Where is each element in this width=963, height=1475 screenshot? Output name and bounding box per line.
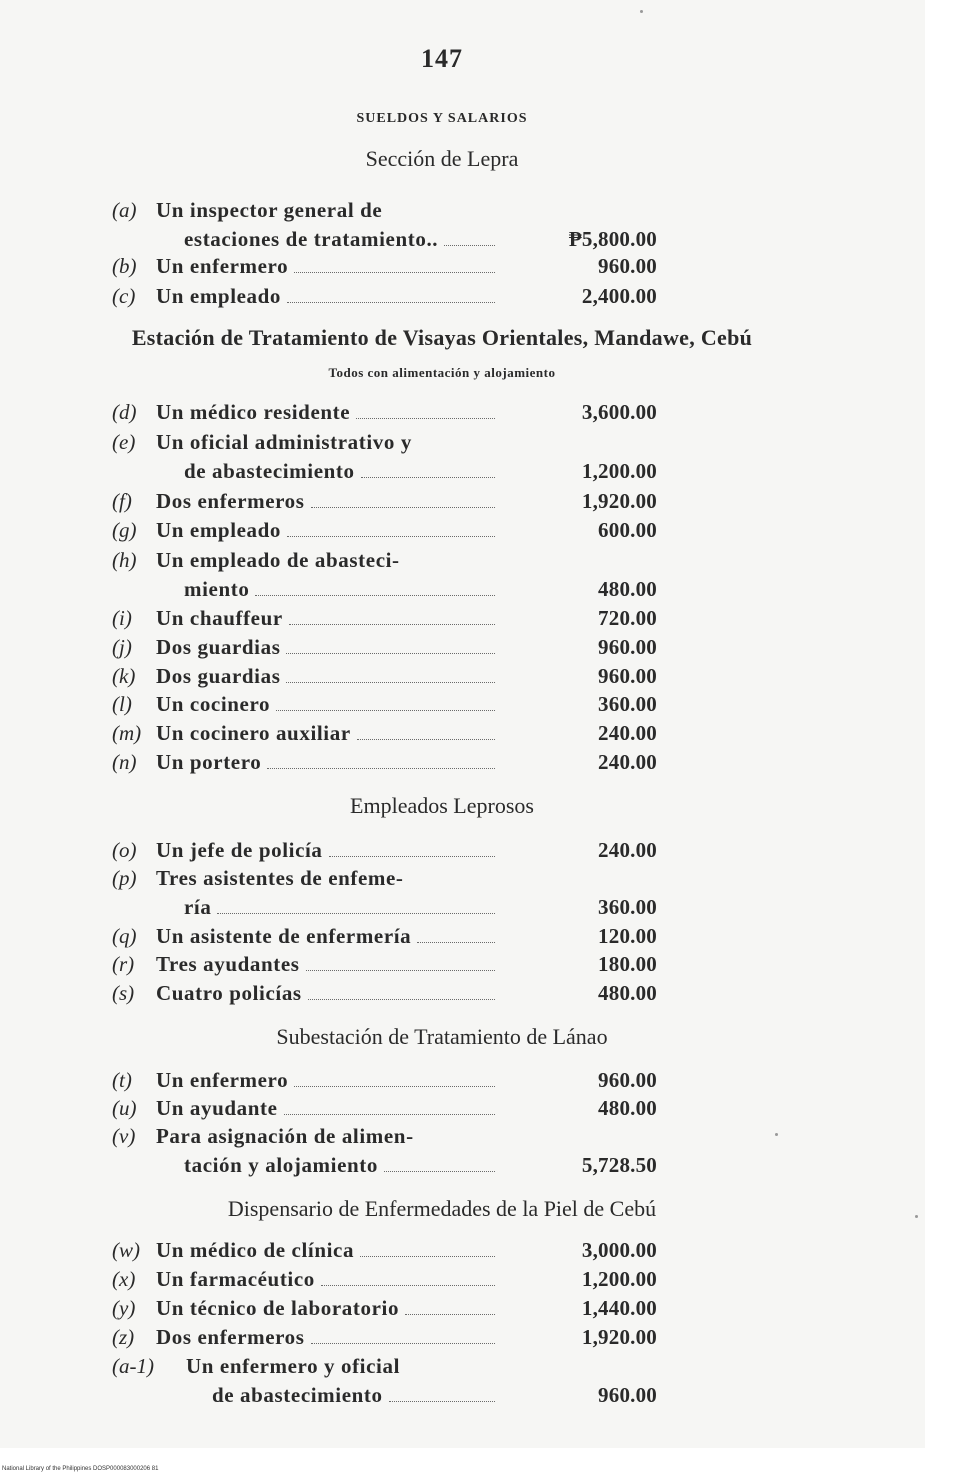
item-line (112, 836, 657, 865)
item-line (112, 546, 657, 575)
item-line (112, 662, 657, 691)
item-description: Un empleado (156, 518, 282, 542)
salary-item (112, 428, 657, 486)
item-letter: (t) (112, 1068, 132, 1092)
dot-leader (311, 506, 495, 508)
salary-item (112, 950, 657, 979)
item-amount: 480.00 (598, 577, 657, 601)
item-amount: 1,200.00 (581, 459, 657, 483)
item-continuation-line (112, 1151, 657, 1180)
item-description: Un portero (156, 750, 262, 774)
dot-leader (361, 476, 495, 478)
item-description: Un técnico de laboratorio (156, 1296, 400, 1320)
item-description: Tres ayudantes (156, 952, 300, 976)
dot-leader (306, 969, 495, 971)
item-line (112, 282, 657, 311)
item-description: Un asistente de enfermería (156, 924, 412, 948)
item-line (112, 1265, 657, 1294)
section-heading-lanao-substation: Subestación de Tratamiento de Lánao (276, 1024, 608, 1049)
dot-leader (356, 417, 495, 419)
item-letter: (h) (112, 548, 137, 572)
running-title: SUELDOS Y SALARIOS (356, 111, 528, 126)
item-line (112, 252, 657, 281)
item-description: Un cocinero (156, 692, 271, 716)
print-speck (640, 10, 643, 13)
item-letter: (p) (112, 866, 137, 890)
item-description: miento (184, 577, 250, 601)
item-description: Dos enfermeros (156, 489, 305, 513)
section-heading-treatment-station: Estación de Tratamiento de Visayas Orientales, Mandawe, Cebú (131, 325, 753, 350)
item-description: Dos guardias (156, 635, 281, 659)
item-line (112, 604, 657, 633)
item-description: Un oficial administrativo y (156, 430, 412, 454)
item-continuation-line (112, 893, 657, 922)
dot-leader (286, 681, 495, 683)
item-line (112, 719, 657, 748)
item-description: de abastecimiento (212, 1383, 383, 1407)
item-line (112, 1294, 657, 1323)
item-line (112, 633, 657, 662)
dot-leader (389, 1400, 495, 1402)
item-continuation-line (112, 1381, 657, 1410)
item-description: Un cocinero auxiliar (156, 721, 351, 745)
salary-item (112, 979, 657, 1008)
salary-item (112, 487, 657, 516)
item-letter: (u) (112, 1096, 137, 1120)
item-letter: (z) (112, 1325, 135, 1349)
item-description: Cuatro policías (156, 981, 302, 1005)
item-description: Un farmacéutico (156, 1267, 315, 1291)
salary-item (112, 836, 657, 865)
section-heading-skin-dispensary: Dispensario de Enfermedades de la Piel de Cebú (227, 1196, 657, 1221)
item-amount: 960.00 (598, 664, 657, 688)
item-letter: (m) (112, 721, 142, 745)
item-line (112, 1066, 657, 1095)
section-heading-leprosy: Sección de Lepra (365, 146, 519, 171)
item-line (112, 1323, 657, 1352)
dot-leader (217, 912, 495, 914)
item-continuation-line (112, 457, 657, 486)
item-letter: (i) (112, 606, 132, 630)
item-description: ría (184, 895, 212, 919)
item-letter: (d) (112, 400, 137, 424)
item-letter: (a) (112, 198, 137, 222)
item-amount: 1,440.00 (581, 1296, 657, 1320)
item-letter: (o) (112, 838, 137, 862)
item-amount: 2,400.00 (581, 284, 657, 308)
item-letter: (x) (112, 1267, 136, 1291)
item-amount: 960.00 (598, 1383, 657, 1407)
item-amount: 3,000.00 (581, 1238, 657, 1262)
item-description: Un enfermero y oficial (186, 1354, 401, 1378)
item-amount: 960.00 (598, 1068, 657, 1092)
section-note: Todos con alimentación y alojamiento (328, 365, 556, 380)
item-description: Un empleado (156, 284, 282, 308)
dot-leader (360, 1255, 495, 1257)
item-letter: (s) (112, 981, 135, 1005)
salary-item (112, 1265, 657, 1294)
salary-item (112, 1236, 657, 1265)
item-line (112, 196, 657, 225)
salary-item (112, 1066, 657, 1095)
dot-leader (405, 1313, 495, 1315)
item-description: Un enfermero (156, 1068, 289, 1092)
dot-leader (286, 652, 495, 654)
salary-item (112, 546, 657, 604)
item-letter: (f) (112, 489, 132, 513)
item-letter: (j) (112, 635, 132, 659)
salary-item (112, 604, 657, 633)
item-line (112, 864, 657, 893)
item-line (112, 1122, 657, 1151)
item-description: de abastecimiento (184, 459, 355, 483)
dot-leader (284, 1113, 495, 1115)
item-amount: 1,920.00 (581, 489, 657, 513)
dot-leader (267, 767, 495, 769)
item-amount: 360.00 (598, 895, 657, 919)
salary-item (112, 662, 657, 691)
dot-leader (287, 301, 495, 303)
item-letter: (n) (112, 750, 137, 774)
salary-item (112, 719, 657, 748)
item-line (112, 690, 657, 719)
salary-item (112, 633, 657, 662)
item-line (112, 516, 657, 545)
item-amount: 1,920.00 (581, 1325, 657, 1349)
item-description: Un ayudante (156, 1096, 278, 1120)
item-description: Un empleado de abasteci- (156, 548, 400, 572)
salary-item (112, 748, 657, 777)
dot-leader (276, 709, 495, 711)
item-amount: 240.00 (598, 721, 657, 745)
dot-leader (357, 738, 495, 740)
dot-leader (384, 1170, 495, 1172)
salary-item (112, 282, 657, 311)
dot-leader (255, 594, 495, 596)
item-amount: 240.00 (598, 750, 657, 774)
item-line (112, 950, 657, 979)
dot-leader (444, 244, 495, 246)
salary-item (112, 1094, 657, 1123)
salary-item (112, 1122, 657, 1180)
item-letter: (g) (112, 518, 137, 542)
item-letter: (w) (112, 1238, 140, 1262)
item-line (112, 1352, 657, 1381)
salary-item (112, 1294, 657, 1323)
item-description: Un jefe de policía (156, 838, 323, 862)
item-amount: 480.00 (598, 981, 657, 1005)
salary-item (112, 516, 657, 545)
item-amount: ₱5,800.00 (568, 227, 657, 251)
item-letter: (q) (112, 924, 137, 948)
item-line (112, 979, 657, 1008)
salary-item (112, 922, 657, 951)
dot-leader (329, 855, 495, 857)
dot-leader (294, 1085, 495, 1087)
item-description: Un médico de clínica (156, 1238, 355, 1262)
item-line (112, 398, 657, 427)
item-letter: (r) (112, 952, 135, 976)
dot-leader (308, 998, 495, 1000)
item-amount: 1,200.00 (581, 1267, 657, 1291)
item-letter: (v) (112, 1124, 136, 1148)
dot-leader (417, 941, 495, 943)
item-amount: 720.00 (598, 606, 657, 630)
salary-item (112, 1323, 657, 1352)
item-description: Dos enfermeros (156, 1325, 305, 1349)
item-amount: 960.00 (598, 254, 657, 278)
item-amount: 600.00 (598, 518, 657, 542)
item-line (112, 922, 657, 951)
item-letter: (e) (112, 430, 136, 454)
item-amount: 480.00 (598, 1096, 657, 1120)
item-amount: 120.00 (598, 924, 657, 948)
item-line (112, 1094, 657, 1123)
item-description: estaciones de tratamiento.. (184, 227, 439, 251)
item-amount: 360.00 (598, 692, 657, 716)
item-line (112, 1236, 657, 1265)
item-amount: 3,600.00 (581, 400, 657, 424)
item-amount: 240.00 (598, 838, 657, 862)
item-line (112, 487, 657, 516)
item-letter: (k) (112, 664, 136, 688)
item-description: Un chauffeur (156, 606, 283, 630)
item-continuation-line (112, 225, 657, 254)
dot-leader (289, 623, 495, 625)
item-letter: (b) (112, 254, 137, 278)
print-speck (915, 1215, 918, 1218)
item-description: Tres asistentes de enfeme- (156, 866, 404, 890)
salary-item (112, 1352, 657, 1410)
item-description: Un médico residente (156, 400, 351, 424)
item-amount: 180.00 (598, 952, 657, 976)
item-description: Un enfermero (156, 254, 289, 278)
dot-leader (311, 1342, 495, 1344)
salary-item (112, 398, 657, 427)
item-letter: (a-1) (112, 1354, 154, 1378)
dot-leader (321, 1284, 495, 1286)
page-number: 147 (421, 44, 463, 73)
item-amount: 5,728.50 (581, 1153, 657, 1177)
salary-item (112, 864, 657, 922)
item-line (112, 748, 657, 777)
dot-leader (294, 271, 495, 273)
item-amount: 960.00 (598, 635, 657, 659)
item-description: Un inspector general de (156, 198, 383, 222)
scan-footer: National Library of the Philippines DOSP000083000206 81 (2, 1466, 159, 1472)
item-line (112, 428, 657, 457)
section-heading-leper-employees: Empleados Leprosos (350, 793, 534, 818)
item-description: Para asignación de alimen- (156, 1124, 414, 1148)
item-letter: (y) (112, 1296, 136, 1320)
item-letter: (l) (112, 692, 132, 716)
salary-item (112, 196, 657, 254)
item-letter: (c) (112, 284, 136, 308)
item-description: tación y alojamiento (184, 1153, 378, 1177)
item-description: Dos guardias (156, 664, 281, 688)
print-speck (775, 1133, 778, 1136)
salary-item (112, 690, 657, 719)
dot-leader (287, 535, 495, 537)
salary-item (112, 252, 657, 281)
item-continuation-line (112, 575, 657, 604)
